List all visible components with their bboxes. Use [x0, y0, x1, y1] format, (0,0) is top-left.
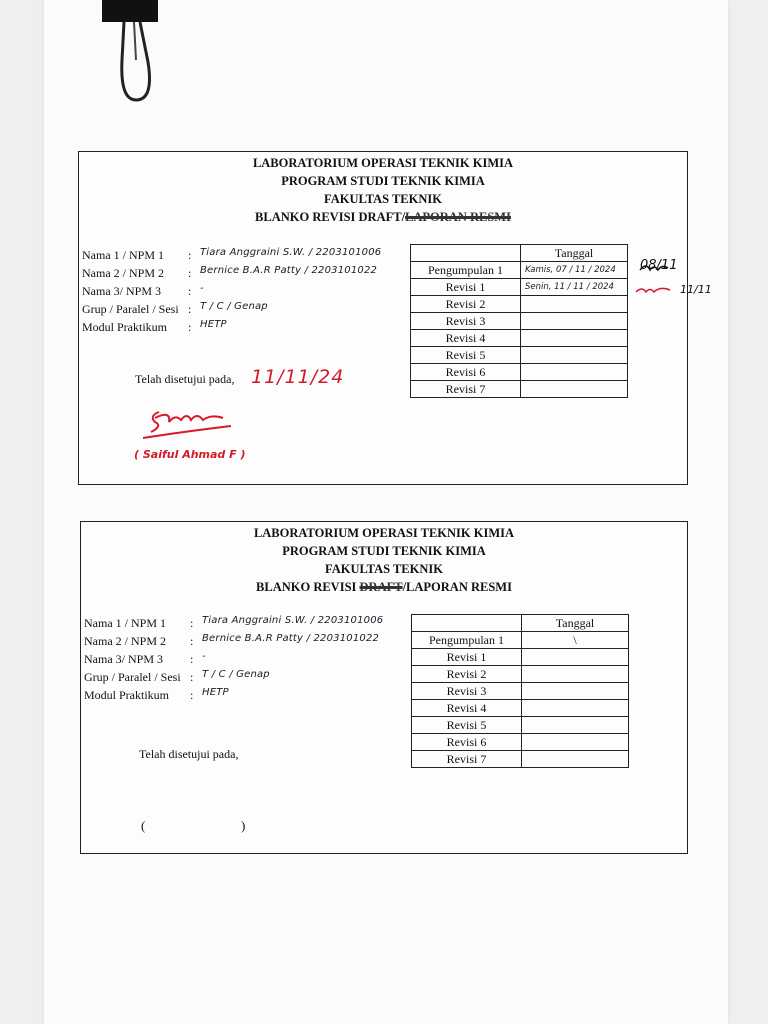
- table-row: [411, 279, 628, 296]
- table-header-tanggal: Tanggal: [521, 245, 628, 262]
- field-label: Nama 1 / NPM 1: [84, 616, 166, 630]
- field-colon: :: [190, 688, 194, 702]
- table-row: [411, 262, 628, 279]
- blanko-revisi-label: BLANKO REVISI: [255, 210, 359, 224]
- field-colon: :: [190, 652, 194, 666]
- field-label: Nama 2 / NPM 2: [84, 634, 166, 648]
- row-date: [522, 683, 629, 700]
- table-row: [412, 717, 629, 734]
- field-label: Nama 3/ NPM 3: [84, 652, 163, 666]
- table-row: [411, 347, 628, 364]
- signature-icon: [634, 284, 674, 300]
- table-row: [411, 296, 628, 313]
- form-title-line4: [79, 208, 687, 227]
- field-value: Tiara Anggraini S.W. / 2203101006: [202, 615, 384, 626]
- field-colon: :: [188, 266, 192, 280]
- field-label: Nama 2 / NPM 2: [82, 266, 164, 280]
- field-value: -: [202, 651, 206, 662]
- row-date: [521, 381, 628, 398]
- row-label: Revisi 5: [411, 347, 521, 364]
- table-row: [412, 700, 629, 717]
- field-colon: :: [188, 248, 192, 262]
- row-label: Pengumpulan 1: [411, 262, 521, 279]
- laporan-resmi-label: /LAPORAN RESMI: [402, 580, 512, 594]
- table-row: [411, 381, 628, 398]
- field-label: Modul Praktikum: [82, 320, 168, 334]
- binder-clip-icon: [100, 0, 162, 110]
- table-row: [412, 649, 629, 666]
- form-title-line2: PROGRAM STUDI TEKNIK KIMIA: [282, 544, 486, 558]
- row-label: Pengumpulan 1: [412, 632, 522, 649]
- form-title-line4: [81, 578, 687, 597]
- field-colon: :: [188, 284, 192, 298]
- approved-date: 11/11/24: [251, 366, 345, 388]
- draft-label: DRAFT/: [358, 210, 406, 224]
- row-label: Revisi 3: [412, 683, 522, 700]
- field-value: Tiara Anggraini S.W. / 2203101006: [200, 247, 382, 258]
- field-label: Nama 3/ NPM 3: [82, 284, 161, 298]
- field-colon: :: [190, 634, 194, 648]
- table-row: [411, 313, 628, 330]
- form-title-line2: PROGRAM STUDI TEKNIK KIMIA: [281, 174, 485, 188]
- table-header-row: [411, 245, 628, 262]
- row-label: Revisi 6: [412, 734, 522, 751]
- field-colon: :: [190, 670, 194, 684]
- table-row: [412, 734, 629, 751]
- row-date: [521, 313, 628, 330]
- row-date: [522, 717, 629, 734]
- row-date: [521, 296, 628, 313]
- field-value: Bernice B.A.R Patty / 2203101022: [202, 633, 380, 644]
- field-value: T / C / Genap: [202, 669, 270, 680]
- approved-label: Telah disetujui pada,: [139, 747, 239, 761]
- table-header-tanggal: Tanggal: [522, 615, 629, 632]
- signature-icon: [638, 260, 672, 278]
- row-date: [522, 734, 629, 751]
- revision-form-2: [80, 521, 688, 854]
- table-row: [412, 751, 629, 768]
- row-label: Revisi 7: [411, 381, 521, 398]
- row-date: Senin, 11 / 11 / 2024: [521, 279, 628, 296]
- margin-note-2: 11/11: [680, 283, 712, 296]
- field-colon: :: [188, 302, 192, 316]
- row-label: Revisi 5: [412, 717, 522, 734]
- table-row: [412, 632, 629, 649]
- table-header-empty: [412, 615, 522, 632]
- row-date: [522, 700, 629, 717]
- field-value: -: [200, 283, 204, 294]
- row-label: Revisi 2: [411, 296, 521, 313]
- field-label: Grup / Paralel / Sesi: [82, 302, 179, 316]
- field-value: HETP: [202, 687, 229, 698]
- laporan-resmi-label-struck: LAPORAN RESMI: [405, 210, 511, 224]
- revision-table: [411, 614, 629, 768]
- margin-note-1: 08/11: [640, 258, 678, 273]
- draft-label-struck: DRAFT: [359, 580, 403, 594]
- signer-paren-close: ): [241, 818, 246, 833]
- field-colon: :: [188, 320, 192, 334]
- row-label: Revisi 1: [411, 279, 521, 296]
- signer-name: ( Saiful Ahmad F ): [134, 448, 246, 461]
- approved-label: Telah disetujui pada,: [135, 372, 235, 386]
- revision-form-1: [78, 151, 688, 485]
- field-value: HETP: [200, 319, 227, 330]
- field-colon: :: [190, 616, 194, 630]
- form-title-line3: FAKULTAS TEKNIK: [324, 192, 442, 206]
- blanko-revisi-label: BLANKO REVISI: [256, 580, 360, 594]
- row-date: [521, 347, 628, 364]
- field-label: Grup / Paralel / Sesi: [84, 670, 181, 684]
- row-label: Revisi 7: [412, 751, 522, 768]
- row-date: \: [522, 632, 629, 649]
- field-value: Bernice B.A.R Patty / 2203101022: [200, 265, 378, 276]
- row-date: [521, 330, 628, 347]
- row-label: Revisi 4: [412, 700, 522, 717]
- row-date: [522, 666, 629, 683]
- row-label: Revisi 6: [411, 364, 521, 381]
- form-title-line1: LABORATORIUM OPERASI TEKNIK KIMIA: [252, 156, 514, 170]
- table-row: [412, 666, 629, 683]
- form-title-line1: LABORATORIUM OPERASI TEKNIK KIMIA: [253, 526, 515, 540]
- row-date: [522, 751, 629, 768]
- field-label: Modul Praktikum: [84, 688, 170, 702]
- row-date: Kamis, 07 / 11 / 2024: [521, 262, 628, 279]
- table-row: [411, 364, 628, 381]
- form-title-line3: FAKULTAS TEKNIK: [325, 562, 443, 576]
- field-value: T / C / Genap: [200, 301, 268, 312]
- table-header-empty: [411, 245, 521, 262]
- signature-icon: [141, 404, 251, 444]
- row-date: [521, 364, 628, 381]
- table-header-row: [412, 615, 629, 632]
- table-row: [411, 330, 628, 347]
- row-label: Revisi 2: [412, 666, 522, 683]
- field-label: Nama 1 / NPM 1: [82, 248, 164, 262]
- table-row: [412, 683, 629, 700]
- row-label: Revisi 4: [411, 330, 521, 347]
- row-date: [522, 649, 629, 666]
- row-label: Revisi 3: [411, 313, 521, 330]
- revision-table: [410, 244, 628, 398]
- row-label: Revisi 1: [412, 649, 522, 666]
- signer-paren-open: (: [141, 818, 146, 833]
